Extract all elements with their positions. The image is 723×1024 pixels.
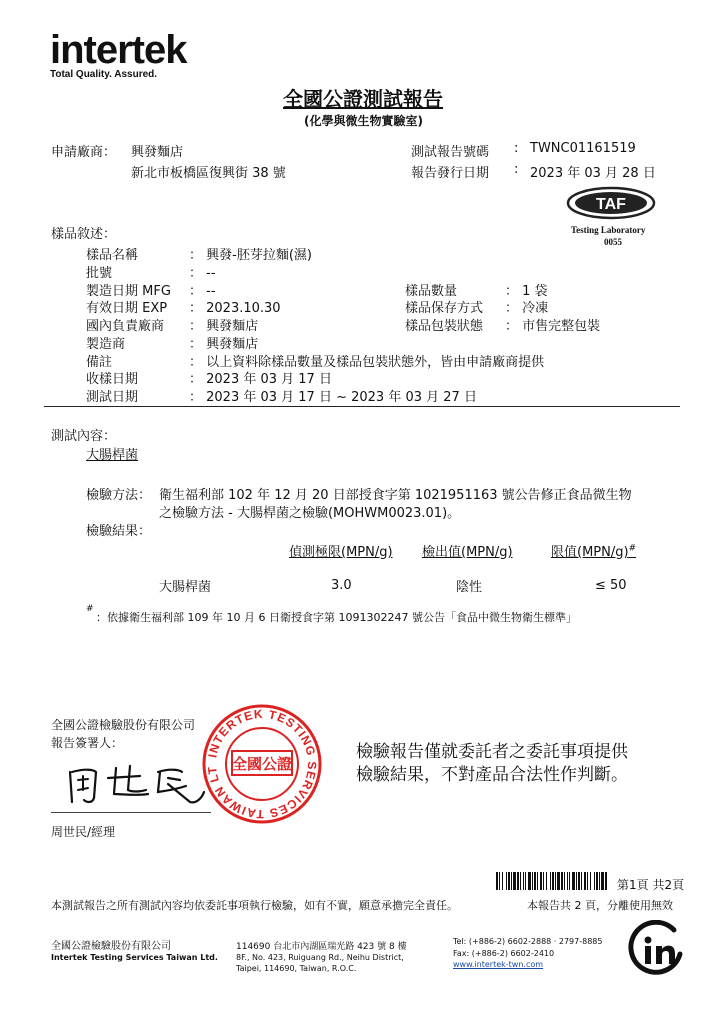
col-limit-sup: #: [628, 543, 637, 554]
sample-field: 測試日期: [86, 390, 139, 405]
barcode-bar: [587, 872, 588, 890]
taf-logo: [566, 186, 656, 220]
footer-web-link[interactable]: www.intertek-twn.com: [453, 960, 544, 969]
sample-field-value: ： 以上資料除樣品數量及樣品包裝狀態外，皆由申請廠商提供: [189, 355, 545, 370]
signature-icon: [62, 758, 222, 806]
barcode-bar: [528, 872, 531, 890]
barcode-bar: [508, 872, 510, 890]
divider: [44, 406, 680, 407]
report-no-value: TWNC01161519: [530, 141, 636, 156]
barcode-bar: [499, 872, 500, 890]
barcode-bar: [555, 872, 556, 890]
barcode-bar: [567, 872, 568, 890]
applicant-address: 新北市板橋區復興街 38 號: [131, 166, 286, 181]
barcode-bar: [576, 872, 577, 890]
sample-right-field: 樣品包裝狀態: [405, 319, 484, 334]
sample-field-value: ： --: [189, 284, 216, 299]
barcode-bar: [596, 872, 598, 890]
logo-text: intertek: [50, 28, 187, 72]
sample-field: 製造日期 MFG: [86, 284, 171, 299]
sample-right-value: ： 1 袋: [505, 284, 548, 299]
report-date-label: 報告發行日期: [411, 166, 490, 181]
report-date-colon: :: [514, 162, 519, 177]
barcode-bar: [513, 872, 516, 890]
report-no-label: 測試報告號碼: [411, 145, 490, 160]
result-row-loq: 3.0: [331, 578, 352, 593]
sample-field-value: ： 2023 年 03 月 17 日 ~ 2023 年 03 月 27 日: [189, 390, 477, 405]
sample-right-value: ： 冷凍: [505, 301, 549, 316]
sample-right-value: ： 市售完整包裝: [505, 319, 601, 334]
sample-right-field: 樣品數量: [405, 284, 458, 299]
sample-field: 製造商: [86, 337, 126, 352]
barcode-bar: [523, 872, 524, 890]
footer-tel: Tel: (+886-2) 6602-2888 · 2797-8885: [453, 937, 603, 946]
footer-fax: Fax: (+886-2) 6602-2410: [453, 949, 555, 958]
barcode-bar: [601, 872, 604, 890]
footer-addr-en2: Taipei, 114690, Taiwan, R.O.C.: [236, 964, 357, 973]
test-item: 大腸桿菌: [86, 448, 139, 463]
barcode-icon: [496, 872, 608, 890]
taf-emblem-icon: [566, 186, 656, 220]
barcode-bar: [517, 872, 519, 890]
barcode-bar: [537, 872, 538, 890]
sample-right-field: 樣品保存方式: [405, 301, 484, 316]
barcode-bar: [590, 872, 591, 890]
footer-pages-note: 本報告共 2 頁，分離使用無效: [527, 899, 673, 912]
col-header-limit: [551, 541, 636, 560]
barcode-bar: [520, 872, 521, 890]
barcode-bar: [532, 872, 533, 890]
barcode-bar: [572, 872, 575, 890]
barcode-bar: [502, 872, 503, 890]
sample-heading: 樣品敘述：: [51, 227, 117, 242]
intertek-logo: [50, 28, 187, 80]
seal-center-text: 全國公證: [231, 755, 293, 773]
signature-company: 全國公證檢驗股份有限公司: [51, 718, 196, 732]
barcode: [496, 872, 608, 890]
result-row-limit: ≤ 50: [595, 578, 627, 593]
handwritten-signature: [62, 758, 222, 806]
page-title: 全國公證測試報告: [283, 87, 443, 111]
signer-name: 周世民/經理: [51, 825, 116, 839]
seal-icon: [201, 703, 323, 825]
barcode-bar: [506, 872, 507, 890]
taf-line1: Testing Laboratory: [571, 225, 646, 235]
barcode-bar: [550, 872, 551, 890]
col-header-loq: 偵測極限(MPN/g): [289, 545, 393, 560]
signer-label: 報告簽署人：: [51, 736, 124, 750]
barcode-bar: [496, 872, 498, 890]
barcode-bar: [584, 872, 586, 890]
col-header-detected: 檢出值(MPN/g): [422, 545, 513, 560]
result-row-name: 大腸桿菌: [159, 580, 212, 595]
barcode-bar: [594, 872, 595, 890]
sample-field: 收樣日期: [86, 372, 139, 387]
barcode-bar: [525, 872, 526, 890]
sample-field-value: ： 2023 年 03 月 17 日: [189, 372, 332, 387]
sample-field-value: ： --: [189, 266, 216, 281]
logo-tagline: Total Quality. Assured.: [50, 69, 158, 80]
barcode-bar: [569, 872, 570, 890]
field-label: 樣品名稱: [86, 248, 139, 263]
barcode-bar: [564, 872, 565, 890]
sample-field: 批號: [86, 266, 113, 281]
barcode-bar: [540, 872, 542, 890]
signature-line: [51, 812, 211, 813]
sample-field: [86, 244, 138, 263]
company-seal: [201, 703, 323, 825]
report-no-colon: :: [514, 141, 519, 156]
taf-line2: 0055: [604, 237, 622, 247]
col-limit-text: 限值(MPN/g): [551, 545, 629, 560]
in-circle-icon: [628, 920, 686, 978]
barcode-bar: [605, 872, 607, 890]
applicant-label: 申請廠商：: [51, 145, 117, 160]
footer-disclaimer: 本測試報告之所有測試內容均依委託事項執行檢驗，如有不實，願意承擔完全責任。: [51, 899, 458, 912]
page-indicator: 第1頁 共2頁: [617, 878, 685, 892]
notice-line1: 檢驗報告僅就委託者之委託事項提供: [356, 742, 628, 762]
sample-field: 備註: [86, 355, 113, 370]
seal-ring-text: INTERTEK TESTING SERVICES TAIWAN LT: [204, 706, 320, 822]
footer-company-en: Intertek Testing Services Taiwan Ltd.: [51, 953, 218, 962]
footer-addr-zh: 114690 台北市內湖區瑞光路 423 號 8 樓: [236, 942, 407, 952]
notice-line2: 檢驗結果，不對產品合法性作判斷。: [356, 765, 628, 785]
footer-addr-en1: 8F., No. 423, Ruiguang Rd., Neihu District,: [236, 953, 404, 962]
taf-logo-text: TAF: [596, 196, 626, 213]
sample-field-value: ： 2023.10.30: [189, 301, 281, 316]
barcode-bar: [534, 872, 536, 890]
barcode-bar: [552, 872, 554, 890]
intertek-in-logo: [628, 920, 686, 978]
footnote-text: ：依據衛生福利部 109 年 10 月 6 日衛授食字第 1091302247 號公告「食品中微生物衛生標準」: [96, 611, 577, 624]
report-date-value: 2023 年 03 月 28 日: [530, 166, 656, 181]
sample-field-value: ： 興發麵店: [189, 319, 259, 334]
barcode-bar: [599, 872, 600, 890]
footer-company-zh: 全國公證檢驗股份有限公司: [51, 941, 171, 952]
footnote-mark: #: [86, 604, 94, 614]
barcode-bar: [511, 872, 512, 890]
barcode-bar: [543, 872, 544, 890]
test-heading: 測試內容：: [51, 429, 117, 444]
method-line1: 衛生福利部 102 年 12 月 20 日部授食字第 1021951163 號公告修正食品微生物: [159, 488, 632, 503]
sample-field-value: ： 興發-胚芽拉麵(濕): [189, 248, 312, 263]
result-row-detected: 陰性: [456, 580, 483, 595]
barcode-bar: [581, 872, 582, 890]
result-label: 檢驗結果：: [86, 524, 152, 539]
barcode-bar: [561, 872, 563, 890]
sample-field-value: ： 興發麵店: [189, 337, 259, 352]
barcode-bar: [578, 872, 580, 890]
applicant-name: 興發麵店: [131, 145, 184, 160]
method-label: 檢驗方法：: [86, 488, 152, 503]
barcode-bar: [557, 872, 560, 890]
method-line2: 之檢驗方法 - 大腸桿菌之檢驗(MOHWM0023.01)。: [159, 506, 461, 521]
barcode-bar: [546, 872, 547, 890]
sample-field: 有效日期 EXP: [86, 301, 168, 316]
page-subtitle: (化學與微生物實驗室): [304, 114, 423, 128]
sample-field: 國內負責廠商: [86, 319, 165, 334]
